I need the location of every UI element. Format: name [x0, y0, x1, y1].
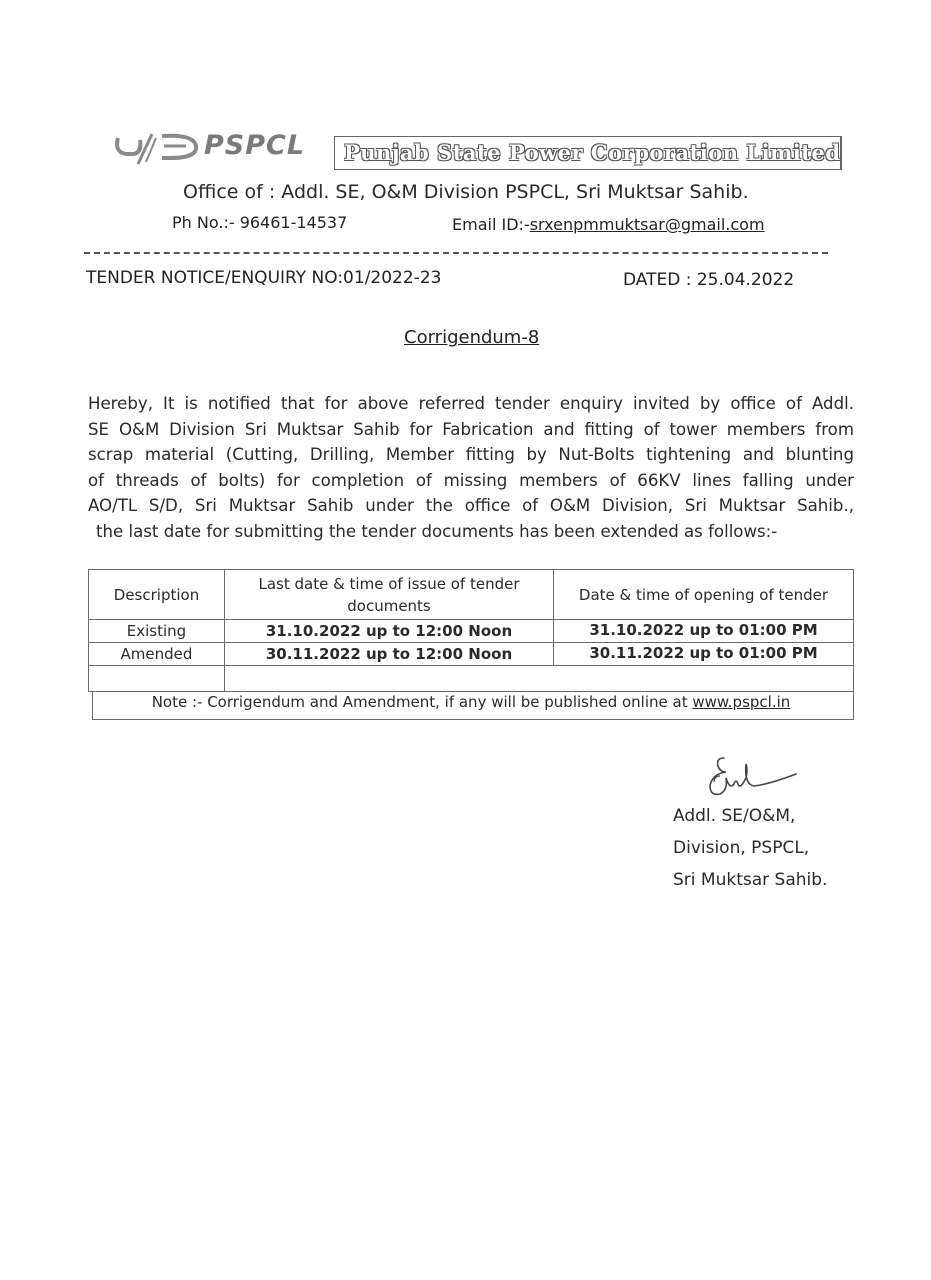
body-line: scrap material (Cutting, Drilling, Member fitting by Nut-Bolts tightening and blunting	[88, 445, 854, 464]
header-issue-date: Last date & time of issue of tender documents	[258, 574, 520, 615]
row-existing-label: Existing	[126, 622, 187, 640]
dates-table	[88, 569, 854, 721]
corporation-name: Punjab State Power Corporation Limited	[344, 140, 841, 165]
row-existing-opening: 31.10.2022 up to 01:00 PM	[589, 621, 818, 639]
signature-block	[673, 800, 827, 896]
note-url: www.pspcl.in	[692, 693, 791, 711]
phone-number: Ph No.:- 96461-14537	[172, 213, 348, 232]
header-description: Description	[113, 585, 200, 604]
signatory-designation: Addl. SE/O&M,	[673, 806, 796, 826]
office-address: Office of : Addl. SE, O&M Division PSPCL, Sri Muktsar Sahib.	[183, 181, 749, 203]
body-line: the last date for submitting the tender documents has been extended as follows:-	[96, 521, 778, 541]
table-border	[92, 719, 854, 720]
note-text: Note :- Corrigendum and Amendment, if any will be published online at	[151, 693, 693, 711]
signatory-location: Sri Muktsar Sahib.	[673, 870, 828, 890]
row-amended-opening: 30.11.2022 up to 01:00 PM	[589, 644, 818, 662]
table-border	[88, 691, 854, 692]
body-line: SE O&M Division Sri Muktsar Sahib for Fabrication and fitting of tower members from	[88, 419, 854, 439]
body-line: of threads of bolts) for completion of missing members of 66KV lines falling under	[88, 470, 854, 490]
header-divider	[84, 252, 828, 254]
row-amended-label: Amended	[120, 645, 193, 663]
pspcl-emblem-icon	[112, 128, 202, 172]
email-line	[452, 215, 765, 234]
body-line: AO/TL S/D, Sri Muktsar Sahib under the office of O&M Division, Sri Muktsar Sahib.,	[88, 496, 854, 515]
email-label: Email ID:-	[452, 215, 530, 234]
pspcl-logo	[112, 124, 332, 174]
signatory-division: Division, PSPCL,	[673, 838, 810, 858]
tender-number: TENDER NOTICE/ENQUIRY NO:01/2022-23	[86, 268, 442, 288]
row-amended-issue: 30.11.2022 up to 12:00 Noon	[265, 645, 513, 663]
email-address: srxenpmmuktsar@gmail.com	[529, 215, 765, 234]
notice-body	[88, 391, 854, 544]
handwritten-signature	[700, 754, 810, 804]
header-opening-date: Date & time of opening of tender	[578, 585, 829, 604]
logo-text: PSPCL	[204, 130, 306, 161]
tender-date: DATED : 25.04.2022	[623, 270, 795, 290]
table-note	[88, 693, 854, 711]
row-existing-issue: 31.10.2022 up to 12:00 Noon	[265, 622, 513, 640]
body-line: Hereby, It is notified that for above referred tender enquiry invited by office of Addl.	[88, 394, 854, 413]
document-title: Corrigendum-8	[404, 327, 540, 348]
table-border	[88, 665, 854, 666]
